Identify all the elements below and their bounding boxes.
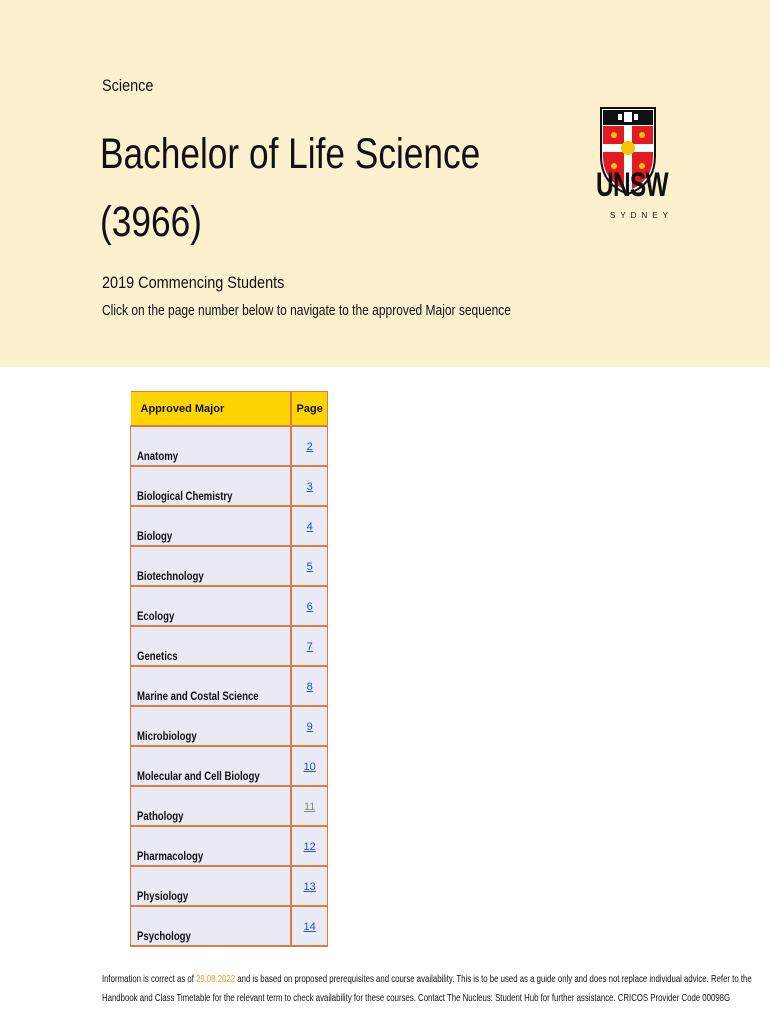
major-name: Psychology [137,929,191,943]
major-name: Molecular and Cell Biology [137,769,260,783]
table-row [131,906,328,946]
faculty-label: Science [102,76,154,95]
program-code: (3966) [100,198,202,246]
page-link[interactable]: 3 [306,481,313,493]
footer-line-1 [102,970,752,989]
major-name: Ecology [137,609,175,623]
page-link[interactable]: 7 [306,641,313,653]
table-row [131,826,328,866]
major-name: Anatomy [137,449,179,463]
footer-line-2: Handbook and Class Timetable for the relevant term to check availability for these courses. Contact The Nucleus: Student Hub for further assistance. CRICOS Provider Code 00098G [102,993,731,1004]
page-link[interactable]: 14 [303,921,316,933]
cohort-subtitle: 2019 Commencing Students [102,273,285,292]
major-name: Pharmacology [137,849,204,863]
page-link[interactable]: 6 [306,601,313,613]
table-row [131,466,328,506]
column-header-page: Page [291,392,327,427]
table-row [131,706,328,746]
page-link[interactable]: 4 [306,521,313,533]
page-link[interactable]: 13 [303,881,316,893]
table-row [131,866,328,906]
page-link[interactable]: 12 [303,841,316,853]
major-name: Genetics [137,649,178,663]
table-row [131,786,328,826]
footer-line-1-rest: and is based on proposed prerequisites and course availability. This is to be used as a guide only and does not replace individual advice. Refer to the [237,974,752,985]
unsw-logo-text: UNSW [596,166,668,204]
table-row [131,586,328,626]
instruction-text: Click on the page number below to navigate to the approved Major sequence [102,302,511,319]
table-row [131,506,328,546]
approved-majors-table [130,391,328,947]
page-link[interactable]: 11 [303,801,316,813]
footer-disclaimer [102,970,752,1008]
column-header-major: Approved Major [131,392,292,427]
major-name: Biology [137,529,173,543]
unsw-logo-subtext: SYDNEY [610,211,673,220]
table-row [131,626,328,666]
major-name: Marine and Costal Science [137,689,259,703]
major-name: Biological Chemistry [137,489,233,503]
page-link[interactable]: 5 [306,561,313,573]
table-row [131,666,328,706]
page-title: Bachelor of Life Science [100,130,481,178]
major-name: Pathology [137,809,184,823]
major-name: Physiology [137,889,189,903]
page-link[interactable]: 2 [306,441,313,453]
table-row [131,546,328,586]
table-header-row [131,392,328,427]
footer-date: 29.08.2022 [196,974,236,985]
page-link[interactable]: 9 [306,721,313,733]
page-link[interactable]: 8 [306,681,313,693]
table-row [131,426,328,466]
table-row [131,746,328,786]
page-link[interactable]: 10 [303,761,316,773]
major-name: Biotechnology [137,569,204,583]
major-name: Microbiology [137,729,197,743]
footer-prefix: Information is correct as of [102,974,194,985]
unsw-crest-icon [593,70,663,230]
